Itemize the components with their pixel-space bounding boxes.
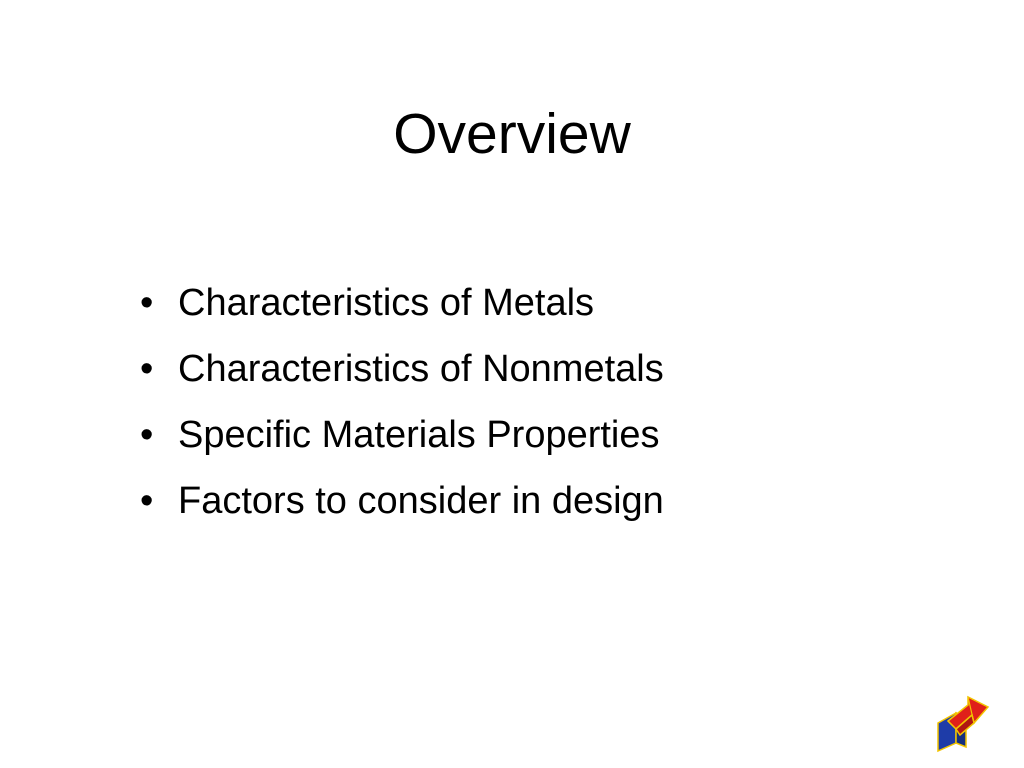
slide-title: Overview [393,102,631,166]
bullet-text: Characteristics of Metals [178,282,595,324]
bullet-dot-icon: • [140,348,154,390]
bullet-text: Specific Materials Properties [178,414,660,456]
bullet-item [140,270,664,336]
bullet-dot-icon: • [140,480,154,522]
bullet-dot-icon: • [140,414,154,456]
bullet-text: Factors to consider in design [178,480,664,522]
bullet-list [140,270,664,534]
bullet-item [140,402,664,468]
bullet-item [140,336,664,402]
bullet-text: Characteristics of Nonmetals [178,348,664,390]
bullet-dot-icon: • [140,282,154,324]
stacked-arrow-logo-icon [934,693,994,753]
bullet-item [140,468,664,534]
